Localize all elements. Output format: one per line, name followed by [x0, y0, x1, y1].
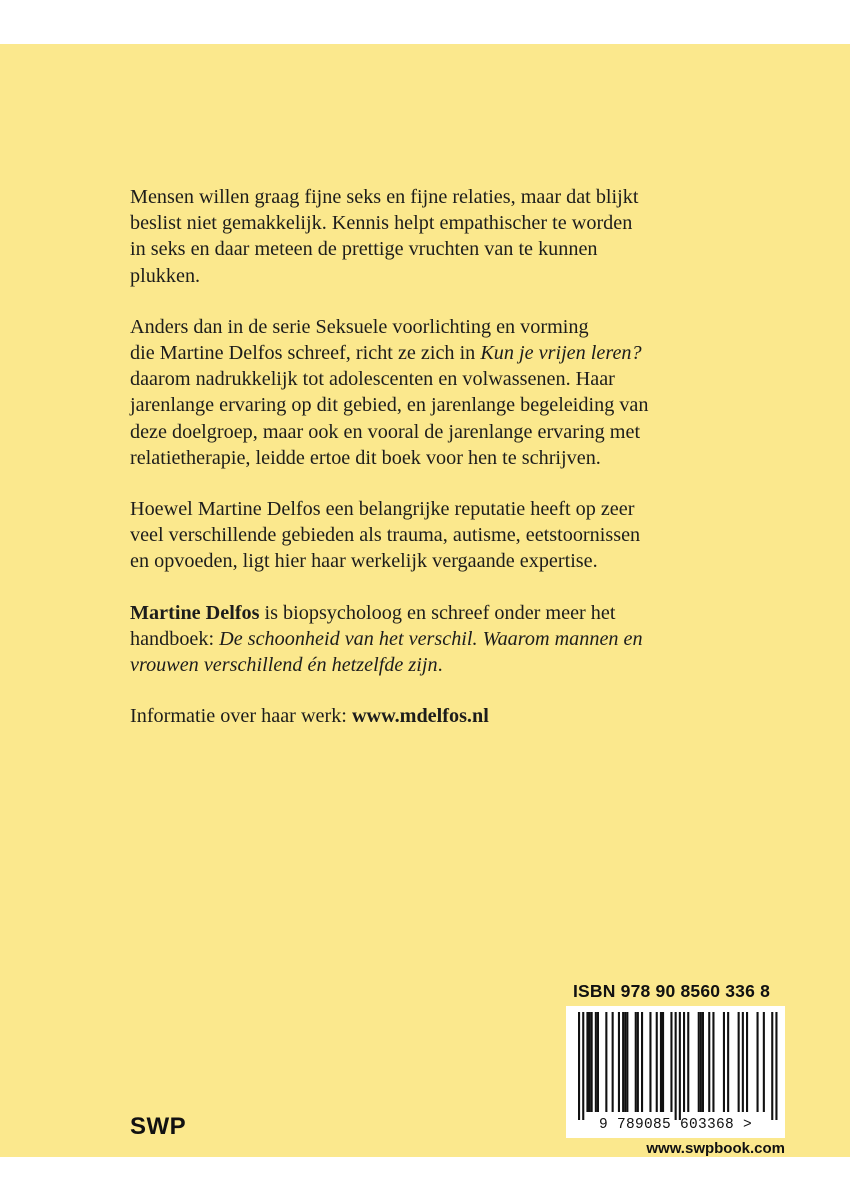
author-name: Martine Delfos: [130, 601, 260, 624]
text-line: Hoewel Martine Delfos een belangrijke reputatie heeft op zeer: [130, 498, 635, 521]
barcode-bar: [578, 1012, 580, 1120]
barcode-bar: [660, 1012, 662, 1112]
barcode-bar: [757, 1012, 759, 1112]
barcode-bar: [637, 1012, 639, 1112]
barcode-bar: [723, 1012, 725, 1112]
barcode-bar: [662, 1012, 664, 1112]
barcode-bar: [708, 1012, 710, 1112]
barcode-bar: [622, 1012, 624, 1112]
paragraph-website: [130, 703, 770, 729]
barcode-bar: [727, 1012, 729, 1112]
barcode-bar: [641, 1012, 643, 1112]
blurb-text: [130, 184, 770, 754]
barcode-bar: [626, 1012, 628, 1112]
barcode-bar: [763, 1012, 765, 1112]
book-title-italic: Kun je vrijen leren?: [480, 342, 642, 365]
text-line: handboek:: [130, 627, 220, 650]
barcode-bar: [591, 1012, 593, 1112]
text-line: in seks en daar meteen de prettige vruchten van te kunnen: [130, 238, 598, 261]
paragraph-reputation: [130, 496, 770, 575]
text-line: .: [437, 654, 443, 677]
text-line: is biopsycholoog en schreef onder meer het: [259, 601, 616, 624]
barcode-bar: [582, 1012, 584, 1120]
text-line: die Martine Delfos schreef, richt ze zich in: [130, 342, 481, 365]
paragraph-series: [130, 314, 770, 471]
barcode-bar: [700, 1012, 702, 1112]
barcode-bar: [683, 1012, 685, 1112]
isbn-label: ISBN 978 90 8560 336 8: [573, 981, 771, 1001]
barcode-bar: [656, 1012, 658, 1112]
barcode-bar: [738, 1012, 740, 1112]
text-line: daarom nadrukkelijk tot adolescenten en volwassenen. Haar: [130, 368, 615, 391]
text-line: veel verschillende gebieden als trauma, autisme, eetstoornissen: [130, 524, 641, 547]
barcode-bar: [670, 1012, 672, 1112]
barcode-bar: [742, 1012, 744, 1112]
barcode-bar: [624, 1012, 626, 1112]
website-label: Informatie over haar werk:: [130, 705, 352, 728]
text-line: en opvoeden, ligt hier haar werkelijk vergaande expertise.: [130, 550, 598, 573]
barcode-bar: [712, 1012, 714, 1112]
book-title-italic: De schoonheid van het verschil. Waarom mannen en: [219, 627, 643, 650]
barcode-bar: [589, 1012, 591, 1112]
barcode-bar: [687, 1012, 689, 1112]
barcode-bar: [775, 1012, 777, 1120]
text-line: Anders dan in de serie Seksuele voorlichting en vorming: [130, 315, 589, 338]
barcode-bar: [649, 1012, 651, 1112]
barcode-bar: [698, 1012, 700, 1112]
publisher-logo: SWP: [130, 1113, 187, 1140]
barcode-bar: [679, 1012, 681, 1120]
barcode-bar: [635, 1012, 637, 1112]
text-line: beslist niet gemakkelijk. Kennis helpt empathischer te worden: [130, 212, 633, 235]
barcode-bar: [771, 1012, 773, 1120]
barcode-bar: [618, 1012, 620, 1112]
text-line: deze doelgroep, maar ook en vooral de jarenlange ervaring met: [130, 420, 641, 443]
barcode-bar: [702, 1012, 704, 1112]
text-line: plukken.: [130, 264, 201, 287]
book-title-italic: vrouwen verschillend én hetzelfde zijn: [130, 654, 438, 677]
barcode-bar: [746, 1012, 748, 1112]
publisher-url[interactable]: www.swpbook.com: [646, 1140, 785, 1157]
barcode-digits: 9 789085 603368 >: [598, 1117, 753, 1133]
barcode-bar: [605, 1012, 607, 1112]
barcode-bar: [612, 1012, 614, 1112]
paragraph-intro: [130, 184, 770, 289]
barcode-bar: [586, 1012, 588, 1112]
barcode-bars: [566, 1006, 785, 1120]
website-link[interactable]: www.mdelfos.nl: [351, 705, 489, 728]
text-line: jarenlange ervaring op dit gebied, en jarenlange begeleiding van: [130, 394, 649, 417]
text-line: Mensen willen graag fijne seks en fijne relaties, maar dat blijkt: [130, 186, 639, 208]
barcode-bar: [675, 1012, 677, 1120]
paragraph-author-bio: [130, 600, 770, 679]
text-line: relatietherapie, leidde ertoe dit boek voor hen te schrijven.: [130, 446, 601, 469]
barcode-bar: [595, 1012, 597, 1112]
barcode-bar: [597, 1012, 599, 1112]
